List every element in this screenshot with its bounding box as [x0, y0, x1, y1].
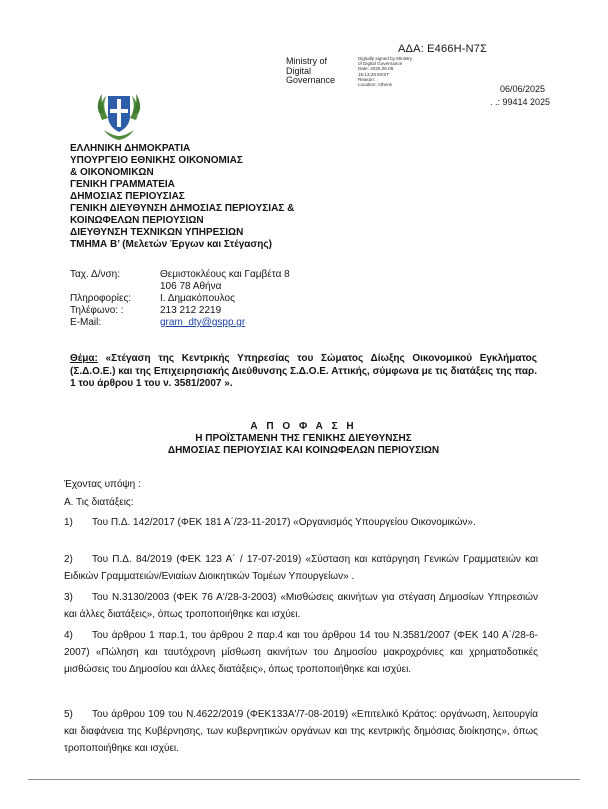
- section-a-heading: Α. Τις διατάξεις:: [64, 497, 134, 508]
- protocol-number: . .: 99414 2025: [490, 97, 551, 107]
- signature-detail-line: Location: Athens: [358, 82, 392, 88]
- signature-org-line: Ministry of: [286, 56, 328, 66]
- subject-paragraph: [70, 353, 537, 391]
- email-row: [70, 317, 290, 329]
- issuing-authority-header: [70, 143, 294, 251]
- address-row: [70, 269, 290, 281]
- ada-code: ΑΔΑ: Ε466Η-Ν7Σ: [398, 43, 488, 55]
- header-line: ΔΗΜΟΣΙΑΣ ΠΕΡΙΟΥΣΙΑΣ: [70, 191, 185, 202]
- item-text: Του άρθρου 1 παρ.1, του άρθρου 2 παρ.4 και του άρθρου 14 του Ν.3581/2007 (ΦΕΚ 140 Α΄/28-6-2007) «Πώληση και ταυτόχρονη μίσθωση ακινήτων του Δημοσίου μακροχρόνιες και χρηματοδοτικές μισθώσεις του Δημοσίου και άλλες διατάξεις», όπως τροποποιήθηκε και ισχύει.: [64, 630, 538, 675]
- coat-of-arms-icon: [94, 90, 144, 142]
- header-line: ΥΠΟΥΡΓΕΙΟ ΕΘΝΙΚΗΣ ΟΙΚΟΝΟΜΙΑΣ: [70, 155, 243, 166]
- subject-label: Θέμα:: [70, 353, 98, 364]
- address-row-2: [70, 281, 290, 293]
- signature-details: [358, 56, 412, 87]
- signature-detail-line: Digitally signed by Ministry: [358, 56, 413, 61]
- email-link[interactable]: gram_dty@gspp.gr: [160, 317, 246, 328]
- list-item: [64, 551, 538, 585]
- header-line: ΕΛΛΗΝΙΚΗ ΔΗΜΟΚΡΑΤΙΑ: [70, 143, 191, 154]
- signature-detail-line: of Digital Governance: [358, 61, 403, 67]
- header-line: ΓΕΝΙΚΗ ΓΡΑΜΜΑΤΕΙΑ: [70, 179, 175, 190]
- contact-block: [70, 269, 290, 329]
- item-number: 3): [64, 592, 73, 603]
- decision-line-1: Η ΠΡΟΪΣΤΑΜΕΝΗ ΤΗΣ ΓΕΝΙΚΗΣ ΔΙΕΥΘΥΝΣΗΣ: [195, 433, 412, 444]
- signature-org-line: Digital: [286, 65, 312, 76]
- list-item: [64, 627, 538, 678]
- item-text: Του Π.Δ. 84/2019 (ΦΕΚ 123 Α΄ / 17-07-2019) «Σύσταση και κατάργηση Γενικών Γραμματειών και Ειδικών Γραμματειών/Ενιαίων Διοικητικών Τομέων Υπουργείων» .: [64, 554, 538, 582]
- header-line: ΓΕΝΙΚΗ ΔΙΕΥΘΥΝΣΗ ΔΗΜΟΣΙΑΣ ΠΕΡΙΟΥΣΙΑΣ &: [70, 203, 295, 214]
- subject-text: «Στέγαση της Κεντρικής Υπηρεσίας του Σώματος Δίωξης Οικονομικού Εγκλήματος (Σ.Δ.Ο.Ε.) και της Επιχειρησιακής Διεύθυνσης Σ.Δ.Ο.Ε. Αττικής, σύμφωνα με τις διατάξεις της παρ. 1 του άρθρου 1 του ν. 3581/2007 ».: [70, 353, 537, 389]
- signature-organization: [286, 57, 335, 86]
- signature-detail-line: 15:13:28 EEST: [358, 71, 390, 77]
- decision-heading: [70, 421, 537, 457]
- signature-detail-line: Date: 2025.06.06: [358, 66, 394, 72]
- phone-value: 213 212 2219: [160, 305, 222, 316]
- info-label: Πληροφορίες:: [70, 293, 132, 304]
- info-value: Ι. Δημακόπουλος: [160, 293, 235, 304]
- item-text: Του άρθρου 109 του Ν.4622/2019 (ΦΕΚ133Α'/7-08-2019) «Επιτελικό Κράτος: οργάνωση, λειτουργία και διαφάνεια της Κυβέρνησης, των κυβερνητικών οργάνων και της κεντρικής δημόσιας διοίκησης», όπως τροποποιήθηκε και ισχύει.: [64, 709, 538, 754]
- header-line: ΔΙΕΥΘΥΝΣΗ ΤΕΧΝΙΚΩΝ ΥΠΗΡΕΣΙΩΝ: [70, 227, 244, 238]
- header-line: ΤΜΗΜΑ Β’ (Μελετών Έργων και Στέγασης): [70, 239, 272, 250]
- header-line: ΚΟΙΝΩΦΕΛΩΝ ΠΕΡΙΟΥΣΙΩΝ: [70, 215, 204, 226]
- signature-org-line: Governance: [286, 75, 336, 85]
- document-date: 06/06/2025: [500, 84, 546, 94]
- list-item: [64, 514, 538, 531]
- item-text: Του Π.Δ. 142/2017 (ΦΕΚ 181 Α΄/23-11-2017) «Οργανισμός Υπουργείου Οικονομικών».: [92, 517, 476, 528]
- item-number: 1): [64, 517, 73, 528]
- signature-detail-line: Reason:: [358, 76, 376, 82]
- address-line-1: Θεμιστοκλέους και Γαμβέτα 8: [160, 269, 290, 280]
- header-line: & ΟΙΚΟΝΟΜΙΚΩΝ: [70, 167, 154, 178]
- item-number: 2): [64, 554, 73, 565]
- info-row: [70, 293, 290, 305]
- page-divider: [28, 779, 580, 780]
- address-line-2: 106 78 Αθήνα: [160, 281, 222, 292]
- email-label: E-Mail:: [70, 317, 102, 328]
- item-number: 5): [64, 709, 73, 720]
- considering-line: Έχοντας υπόψη :: [64, 479, 141, 490]
- decision-line-2: ΔΗΜΟΣΙΑΣ ΠΕΡΙΟΥΣΙΑΣ ΚΑΙ ΚΟΙΝΩΦΕΛΩΝ ΠΕΡΙΟΥΣΙΩΝ: [167, 445, 440, 456]
- address-label: Ταχ. Δ/νση:: [70, 269, 121, 280]
- phone-row: [70, 305, 290, 317]
- item-number: 4): [64, 630, 73, 641]
- phone-label: Τηλέφωνο: :: [70, 305, 124, 316]
- decision-title: Α Π Ο Φ Α Σ Η: [250, 421, 357, 432]
- list-item: [64, 706, 538, 757]
- item-text: Του Ν.3130/2003 (ΦΕΚ 76 Α'/28-3-2003) «Μισθώσεις ακινήτων για στέγαση Δημοσίων Υπηρεσιών και άλλες διατάξεις», όπως τροποποιήθηκε και ισχύει.: [64, 592, 538, 620]
- list-item: [64, 589, 538, 623]
